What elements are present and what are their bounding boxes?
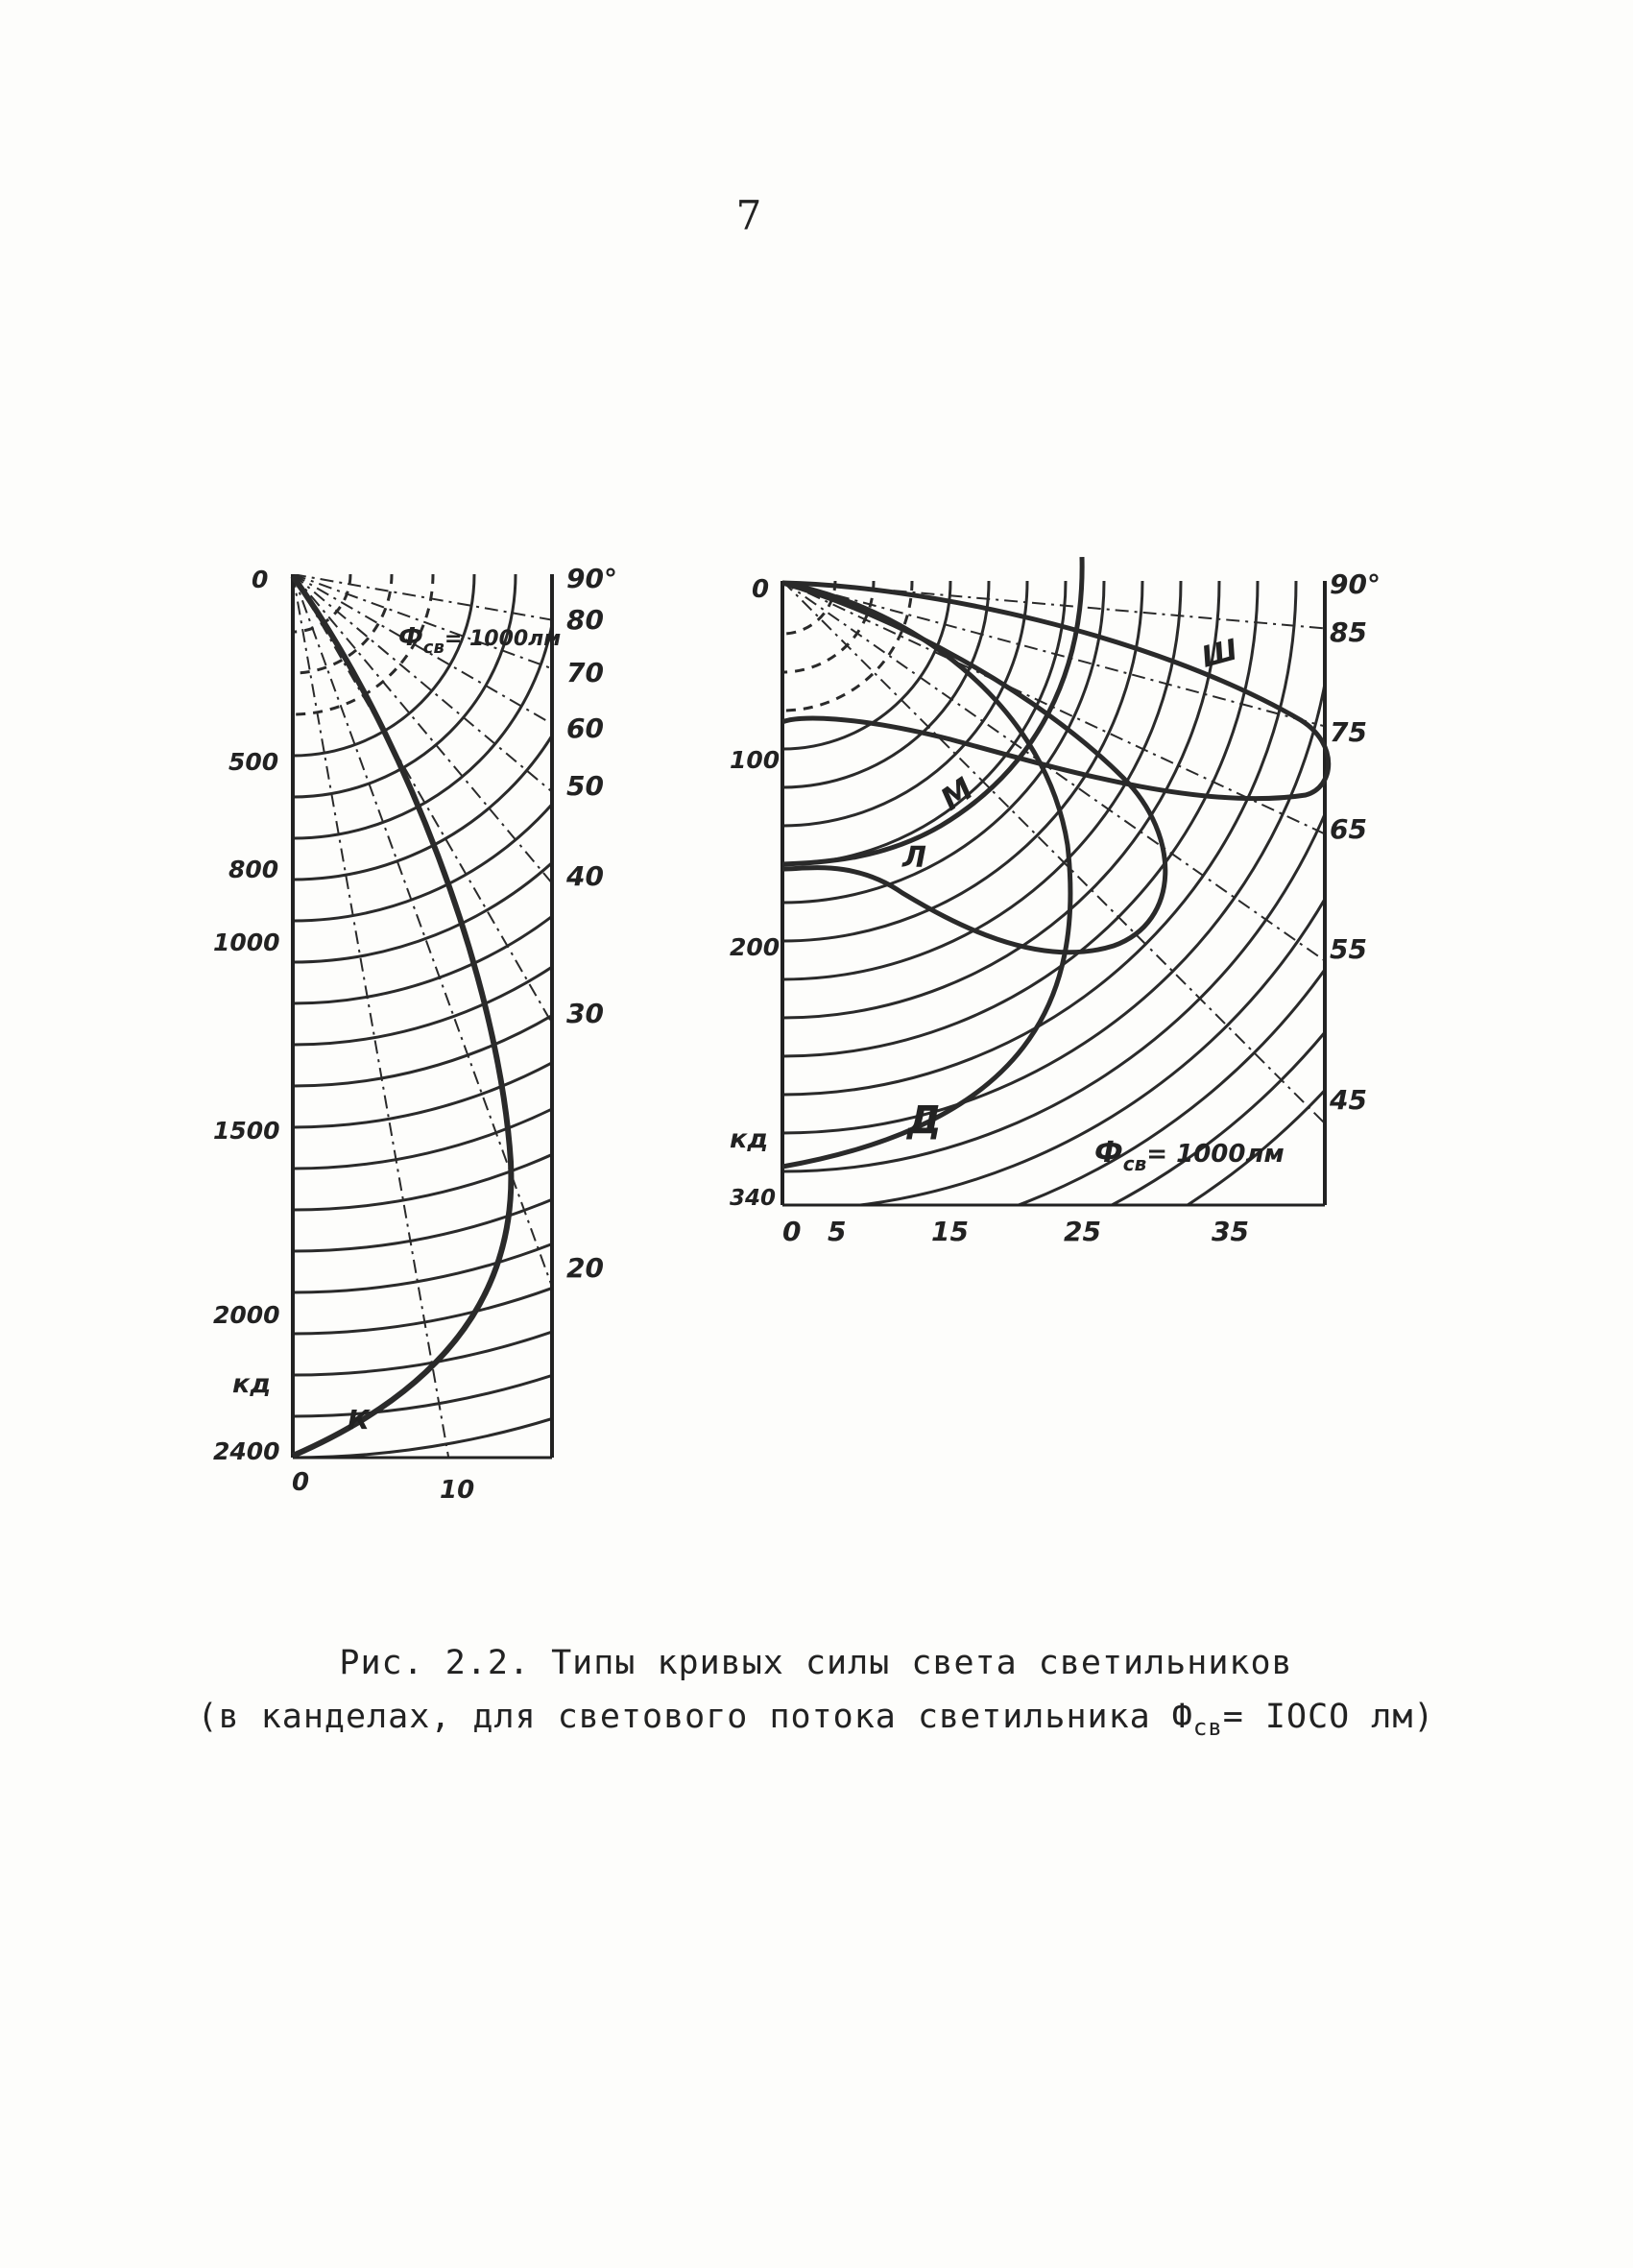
grid-ring: [0, 104, 763, 1045]
left-angle-40: 40: [566, 860, 604, 892]
right-angle-75: 75: [1330, 716, 1367, 748]
right-bottom-tick-0: 0: [782, 1216, 802, 1247]
page-number: 7: [735, 192, 762, 239]
left-angle-80: 80: [566, 604, 604, 636]
grid-ring: [0, 62, 804, 1086]
caption-line-2-subscript: св: [1192, 1714, 1223, 1741]
left-angle-30: 30: [566, 998, 604, 1029]
left-angle-50: 50: [566, 770, 604, 802]
left-tick-500: 500: [228, 748, 279, 776]
left-flux-label: [398, 623, 561, 658]
right-flux-value: = 1000лм: [1146, 1140, 1285, 1169]
grid-radial: [782, 581, 1490, 1076]
grid-radial: [293, 574, 1285, 935]
left-angle-90: 90°: [566, 563, 617, 594]
left-tick-800: 800: [228, 856, 279, 883]
left-tick-1500: 1500: [213, 1117, 280, 1145]
grid-ring: [0, 21, 846, 1127]
right-angle-90: 90°: [1330, 568, 1381, 600]
right-angle-45: 45: [1330, 1084, 1367, 1116]
left-angle-60: 60: [566, 712, 604, 744]
curve-label-l: Л: [902, 841, 926, 875]
grid-ring: [0, 269, 598, 880]
right-tick-100: 100: [730, 746, 780, 774]
grid-ring: [0, 0, 970, 1251]
grid-radial: [782, 581, 1393, 1192]
grid-ring: [0, 0, 1052, 1334]
grid-radial: [293, 574, 972, 1384]
left-flux-value: = 1000лм: [444, 627, 562, 651]
left-bottom-tick-10: 10: [440, 1476, 475, 1505]
left-axis-unit: кд: [232, 1369, 272, 1399]
curve-label-sh: Ш: [1198, 633, 1241, 675]
left-bottom-tick-0: 0: [292, 1468, 310, 1497]
right-flux-symbol: Ф: [1094, 1136, 1123, 1170]
right-bottom-tick-15: 15: [931, 1216, 969, 1247]
left-tick-2400: 2400: [213, 1437, 280, 1465]
curve-M: [782, 583, 1070, 1167]
right-tick-0: 0: [752, 575, 770, 604]
curve-label-m: М: [933, 770, 980, 818]
grid-ring: [0, 0, 1093, 1375]
figure-caption-line-1: Рис. 2.2. Типы кривых силы света светильников: [339, 1644, 1293, 1682]
caption-line-2-text: (в канделах, для светового потока светильника Ф: [197, 1698, 1193, 1736]
figure-caption-line-2: [144, 1698, 1488, 1741]
curve-K: [293, 576, 511, 1456]
curve-Sh: [782, 583, 1329, 799]
caption-line-2-end: = IOCO лм): [1222, 1698, 1435, 1736]
curve-label-d: Д: [907, 1098, 942, 1143]
left-tick-2000: 2000: [213, 1301, 280, 1329]
right-angle-65: 65: [1330, 813, 1367, 845]
right-tick-340: 340: [730, 1186, 777, 1211]
right-angle-85: 85: [1330, 616, 1367, 648]
left-angle-70: 70: [566, 657, 604, 688]
right-tick-200: 200: [730, 933, 780, 961]
left-tick-0: 0: [252, 566, 269, 593]
grid-ring: [0, 228, 639, 921]
right-flux-label: [1094, 1136, 1285, 1175]
right-bottom-tick-25: 25: [1064, 1216, 1101, 1247]
grid-radial: [293, 574, 1102, 1253]
right-axis-unit: кд: [730, 1124, 769, 1154]
right-bottom-tick-35: 35: [1212, 1216, 1249, 1247]
left-angle-20: 20: [566, 1252, 604, 1284]
right-angle-55: 55: [1330, 933, 1367, 965]
curve-label-k: К: [348, 1404, 370, 1436]
left-tick-1000: 1000: [213, 929, 280, 956]
left-chart-frame: [293, 574, 552, 1458]
right-flux-sub: св: [1122, 1152, 1147, 1175]
left-flux-symbol: Ф: [398, 623, 423, 652]
left-flux-sub: св: [422, 638, 444, 658]
right-bottom-tick-5: 5: [828, 1216, 847, 1247]
